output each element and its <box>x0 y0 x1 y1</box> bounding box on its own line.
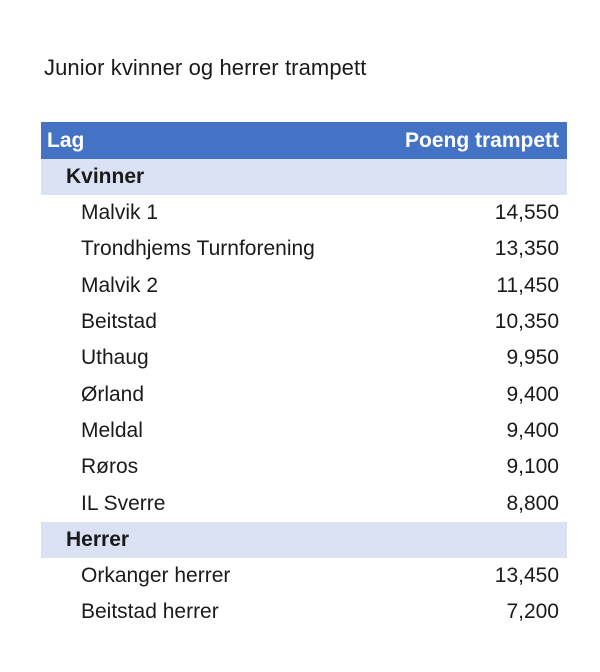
team-name: Malvik 2 <box>81 273 159 297</box>
team-name: IL Sverre <box>81 491 166 515</box>
table-row <box>41 376 567 412</box>
team-name: Røros <box>81 455 139 479</box>
team-name: Ørland <box>81 382 145 406</box>
team-name: Beitstad herrer <box>81 600 219 624</box>
team-name: Orkanger herrer <box>81 563 231 587</box>
team-name: Malvik 1 <box>81 201 159 225</box>
team-score: 10,350 <box>494 310 559 334</box>
group-label: Kvinner <box>66 165 145 188</box>
table-row <box>41 558 567 594</box>
team-score: 11,450 <box>496 273 559 297</box>
table-row <box>41 340 567 376</box>
table-row <box>41 195 567 231</box>
header-team: Lag <box>47 128 85 152</box>
team-name: Meldal <box>81 418 143 442</box>
team-name: Beitstad <box>81 310 157 334</box>
group-label: Herrer <box>66 527 130 551</box>
team-score: 9,100 <box>506 455 559 479</box>
table-row <box>41 485 567 521</box>
team-score: 13,450 <box>494 563 559 587</box>
team-score: 14,550 <box>494 201 559 225</box>
table-row <box>41 594 567 630</box>
table-row <box>41 304 567 340</box>
table-header <box>41 122 567 159</box>
results-table <box>41 122 567 630</box>
team-score: 7,200 <box>506 600 559 624</box>
table-row <box>41 449 567 485</box>
table-row <box>41 268 567 304</box>
group-row-herrer <box>41 522 567 558</box>
team-name: Trondhjems Turnforening <box>81 237 315 261</box>
team-score: 9,400 <box>506 418 559 442</box>
team-score: 13,350 <box>494 237 559 261</box>
team-score: 9,400 <box>506 382 559 406</box>
table-row <box>41 231 567 267</box>
team-score: 9,950 <box>506 346 559 370</box>
page-title: Junior kvinner og herrer trampett <box>44 55 367 80</box>
table-row <box>41 413 567 449</box>
team-name: Uthaug <box>81 346 149 370</box>
header-score: Poeng trampett <box>404 128 559 152</box>
group-row-kvinner <box>41 159 567 195</box>
team-score: 8,800 <box>506 491 559 515</box>
